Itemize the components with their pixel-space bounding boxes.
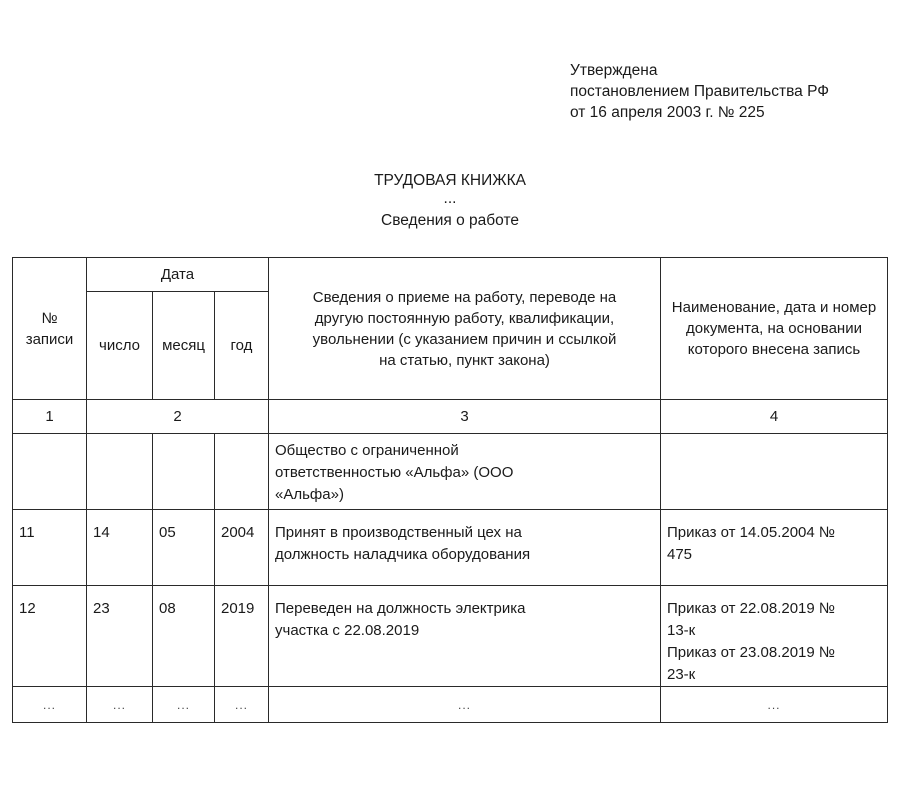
ellipsis-cell: ...: [87, 687, 153, 723]
section-title: Сведения о работе: [381, 212, 519, 229]
ellipsis-row: [13, 687, 888, 723]
header-document: Наименование, дата и номер документа, на основании которого внесена запись: [661, 258, 888, 400]
record-year: 2004: [215, 510, 269, 586]
work-records-table: [12, 257, 888, 723]
col-number-4: 4: [661, 400, 888, 434]
table-row: [13, 510, 888, 586]
ellipsis-cell: ...: [13, 687, 87, 723]
record-no: 11: [13, 510, 87, 586]
record-document: [661, 510, 888, 586]
record-day: 14: [87, 510, 153, 586]
approval-stamp: [570, 60, 829, 123]
record-month: 08: [153, 586, 215, 687]
record-info: Общество с ограниченной ответственностью «Альфа» (ООО «Альфа»): [269, 434, 661, 510]
approval-line-3: от 16 апреля 2003 г. № 225: [570, 104, 765, 121]
record-document-1: Приказ от 14.05.2004 № 475: [667, 524, 835, 563]
record-month: [153, 434, 215, 510]
header-date: Дата: [87, 258, 269, 292]
record-document-1: Приказ от 22.08.2019 № 13-к: [667, 600, 835, 639]
ellipsis-cell: ...: [269, 687, 661, 723]
ellipsis-cell: ...: [215, 687, 269, 723]
record-month: 05: [153, 510, 215, 586]
approval-line-2: постановлением Правительства РФ: [570, 83, 830, 100]
table-row: [13, 434, 888, 510]
header-year: год: [215, 292, 269, 400]
ellipsis-cell: ...: [661, 687, 888, 723]
record-document-2: Приказ от 23.08.2019 № 23-к: [667, 644, 835, 683]
record-day: [87, 434, 153, 510]
record-no: [13, 434, 87, 510]
column-numbers-row: [13, 400, 888, 434]
col-number-3: 3: [269, 400, 661, 434]
record-year: [215, 434, 269, 510]
header-row-1: [13, 258, 888, 292]
header-record-no: № записи: [13, 258, 87, 400]
table-row: [13, 586, 888, 687]
approval-line-1: Утверждена: [570, 62, 658, 79]
record-info: Принят в производственный цех на должность наладчика оборудования: [269, 510, 661, 586]
header-month: месяц: [153, 292, 215, 400]
title-ellipsis: ...: [443, 190, 457, 207]
record-document: [661, 586, 888, 687]
record-day: 23: [87, 586, 153, 687]
ellipsis-cell: ...: [153, 687, 215, 723]
header-info: Сведения о приеме на работу, переводе на другую постоянную работу, квалификации, увольнении (с указанием причин и ссылкой на статью, пункт закона): [269, 258, 661, 400]
record-document: [661, 434, 888, 510]
col-number-2: 2: [87, 400, 269, 434]
record-no: 12: [13, 586, 87, 687]
record-year: 2019: [215, 586, 269, 687]
col-number-1: 1: [13, 400, 87, 434]
header-day: число: [87, 292, 153, 400]
document-title: ТРУДОВАЯ КНИЖКА: [374, 172, 526, 189]
record-info: Переведен на должность электрика участка с 22.08.2019: [269, 586, 661, 687]
